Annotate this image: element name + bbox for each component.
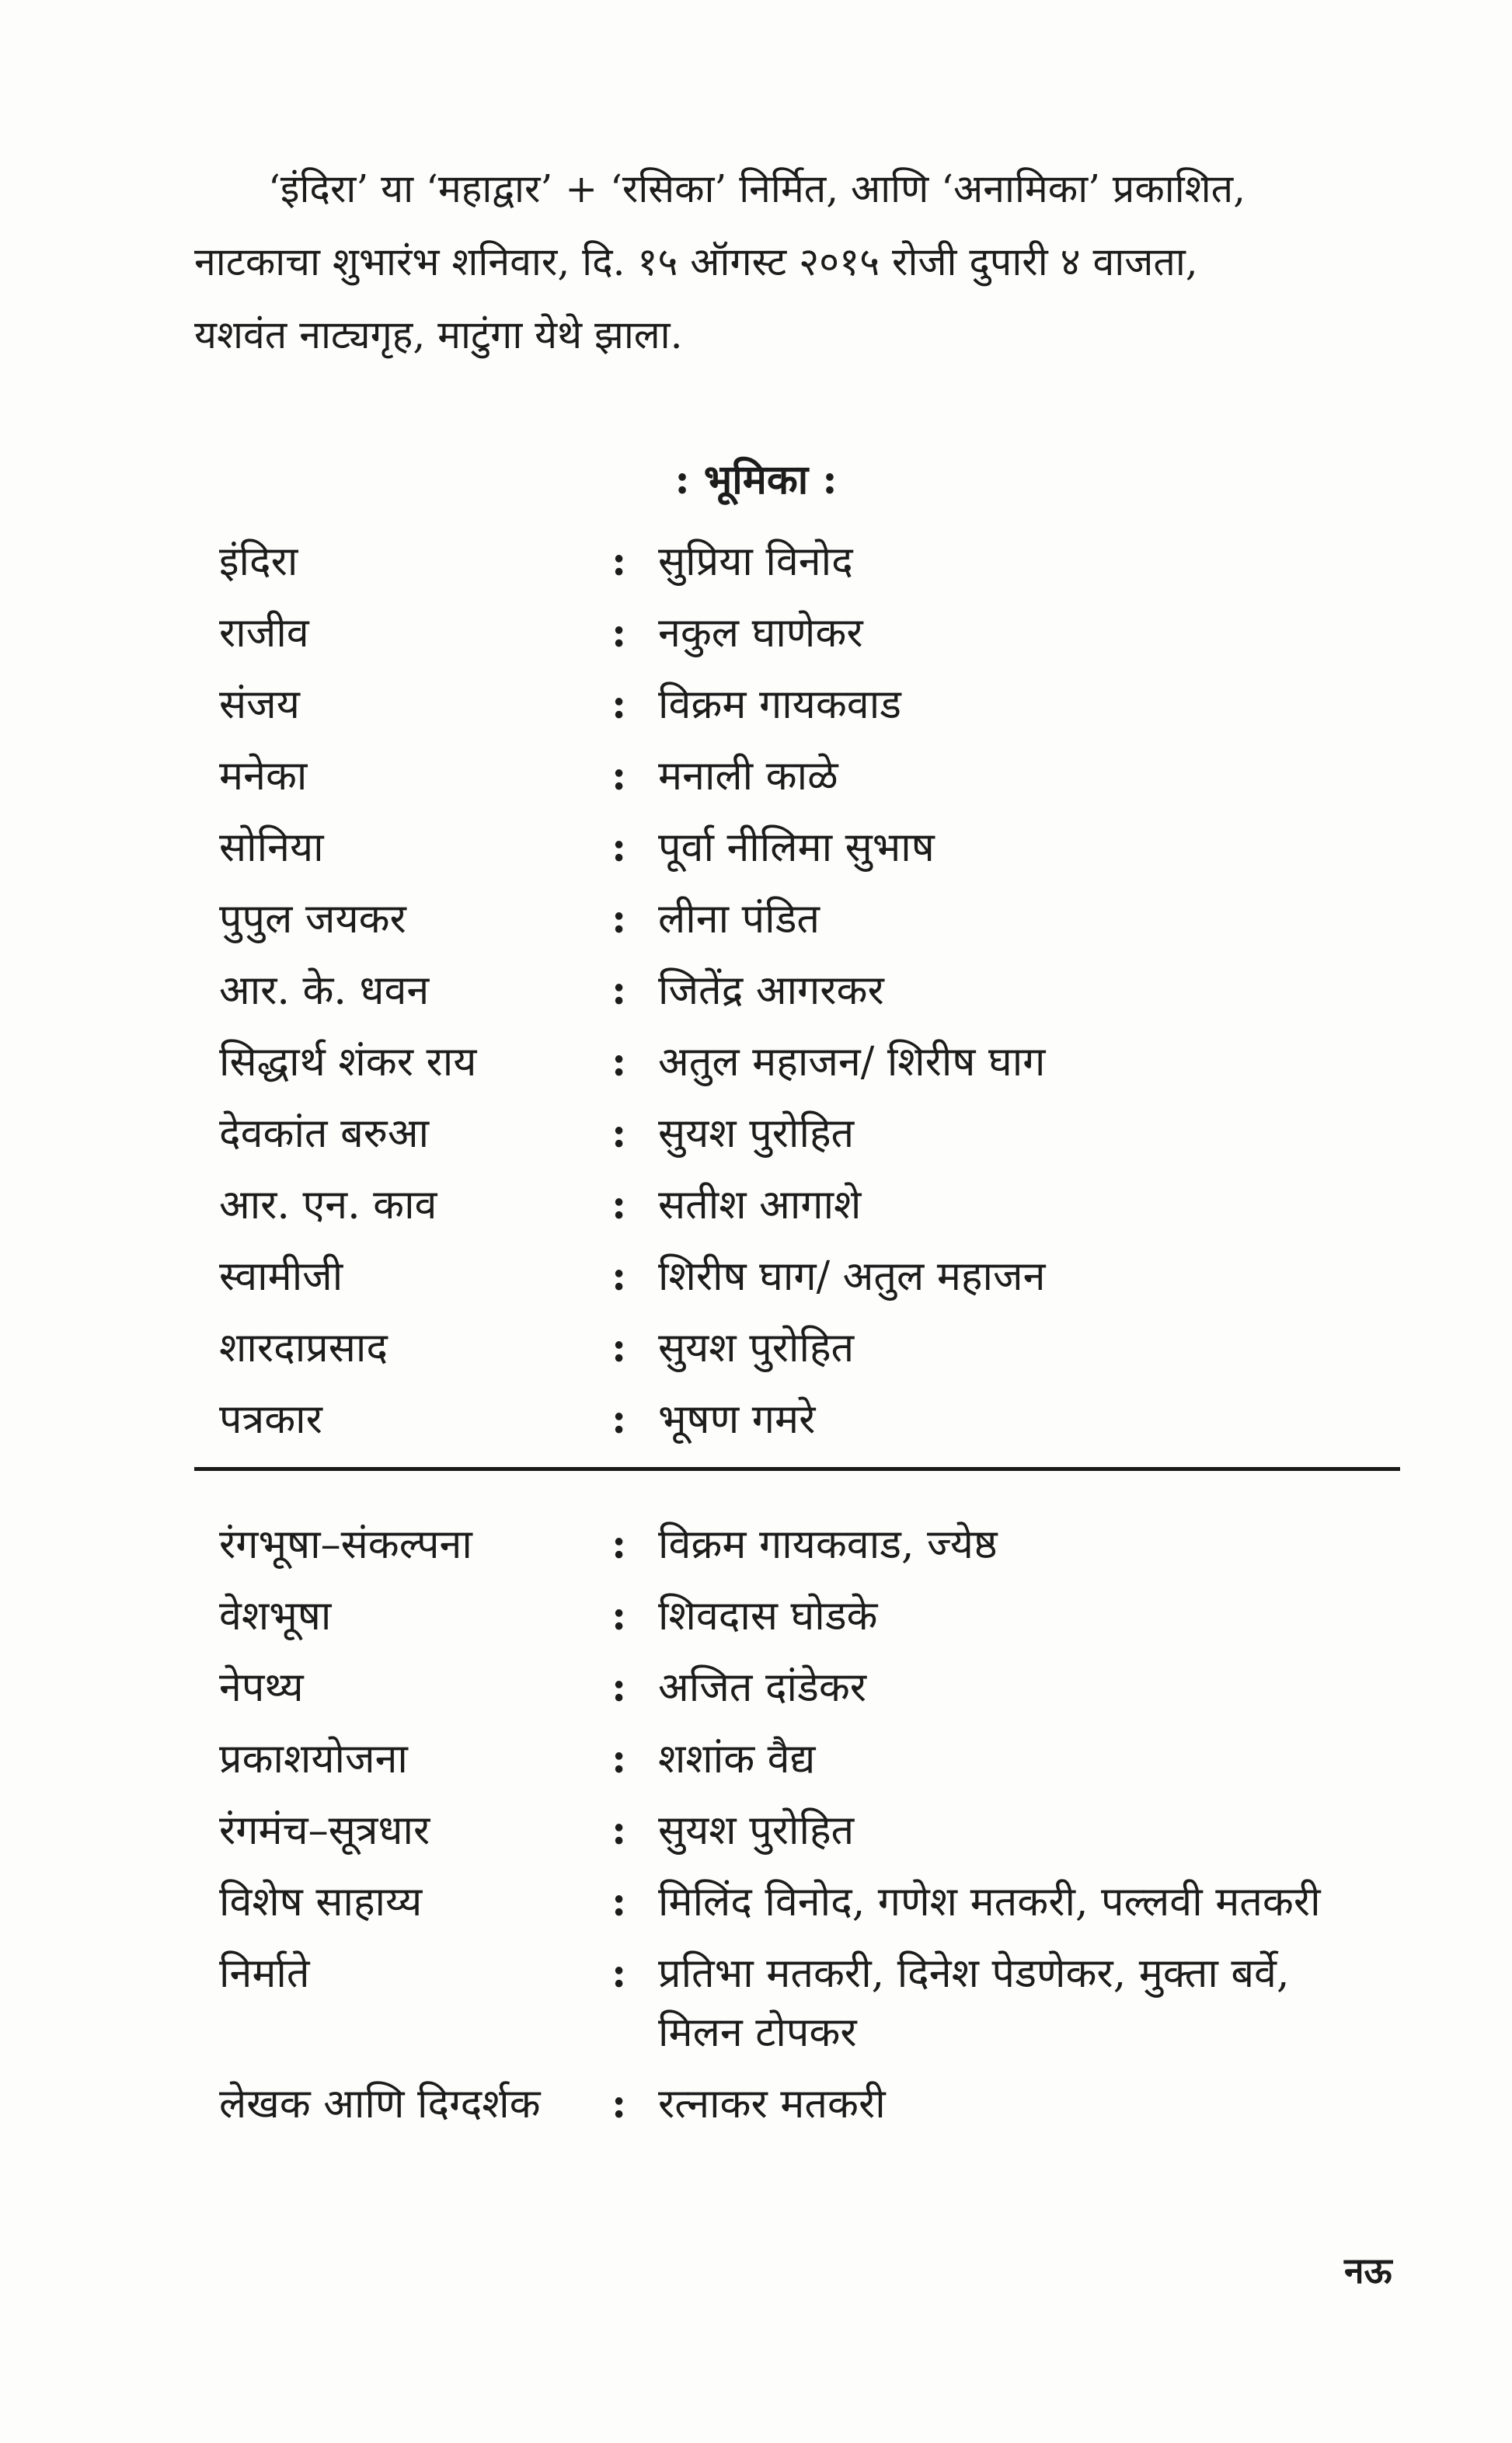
crew-row <box>219 1730 1431 1801</box>
cast-row <box>219 675 1431 747</box>
actor-name: भूषण गमरे <box>658 1396 816 1443</box>
cast-row <box>219 604 1431 675</box>
crew-row <box>219 1801 1431 1873</box>
crew-member: विक्रम गायकवाड, ज्येष्ठ <box>658 1521 998 1568</box>
cast-row <box>219 1390 1431 1462</box>
separator: : <box>611 1664 627 1711</box>
crew-row <box>219 1587 1431 1658</box>
separator: : <box>611 1592 627 1640</box>
crew-row <box>219 1658 1431 1730</box>
crew-member-line-2: मिलन टोपकर <box>658 2009 857 2056</box>
crew-role: वेशभूषा <box>219 1593 332 1640</box>
crew-member <box>658 1944 1431 2062</box>
role-name: आर. के. धवन <box>219 967 430 1014</box>
role-name: आर. एन. काव <box>219 1182 437 1228</box>
crew-row <box>219 1873 1431 1944</box>
separator: : <box>611 1521 627 1568</box>
crew-row <box>219 1515 1431 1587</box>
separator: : <box>611 1038 627 1086</box>
actor-name: सुप्रिया विनोद <box>658 538 853 585</box>
separator: : <box>611 538 627 585</box>
actor-name: लीना पंडित <box>658 896 820 943</box>
separator: : <box>611 1253 627 1300</box>
role-name: सोनिया <box>219 824 324 871</box>
actor-name: सुयश पुरोहित <box>658 1325 855 1371</box>
crew-role: प्रकाशयोजना <box>219 1736 408 1783</box>
separator: : <box>611 1181 627 1228</box>
cast-row <box>219 1319 1431 1390</box>
separator: : <box>611 1878 627 1925</box>
crew-member-line-1: प्रतिभा मतकरी, दिनेश पेडणेकर, मुक्ता बर्वे, <box>658 1950 1290 1997</box>
cast-row <box>219 818 1431 890</box>
role-name: स्वामीजी <box>219 1253 343 1300</box>
crew-role: नेपथ्य <box>219 1664 304 1711</box>
intro-line-2: नाटकाचा शुभारंभ शनिवार, दि. १५ ऑगस्ट २०१५ रोजी दुपारी ४ वाजता, <box>194 239 1198 284</box>
crew-role: रंगभूषा–संकल्पना <box>219 1521 472 1568</box>
crew-row <box>219 2075 1431 2146</box>
role-name: राजीव <box>219 610 309 657</box>
actor-name: जितेंद्र आगरकर <box>658 967 884 1014</box>
role-name: मनेका <box>219 753 308 800</box>
role-name: सिद्धार्थ शंकर राय <box>219 1039 477 1086</box>
separator: : <box>611 824 627 871</box>
role-name: इंदिरा <box>219 538 298 585</box>
separator: : <box>611 1324 627 1371</box>
crew-role: रंगमंच–सूत्रधार <box>219 1807 430 1854</box>
crew-member: शिवदास घोडके <box>658 1593 878 1640</box>
role-name: देवकांत बरुआ <box>219 1110 430 1157</box>
crew-member: शशांक वैद्य <box>658 1736 816 1783</box>
section-divider <box>194 1467 1400 1471</box>
cast-heading: : भूमिका : <box>674 456 838 504</box>
separator: : <box>611 895 627 943</box>
separator: : <box>611 752 627 800</box>
cast-row <box>219 1176 1431 1247</box>
separator: : <box>611 1807 627 1854</box>
actor-name: सुयश पुरोहित <box>658 1110 855 1157</box>
cast-row <box>219 1247 1431 1319</box>
actor-name: अतुल महाजन/ शिरीष घाग <box>658 1039 1046 1086</box>
crew-role: विशेष साहाय्य <box>219 1879 423 1925</box>
crew-member: मिलिंद विनोद, गणेश मतकरी, पल्लवी मतकरी <box>658 1879 1321 1925</box>
separator: : <box>611 967 627 1014</box>
cast-row <box>219 961 1431 1033</box>
separator: : <box>611 681 627 728</box>
separator: : <box>611 1950 627 1997</box>
role-name: पत्रकार <box>219 1396 322 1443</box>
actor-name: मनाली काळे <box>658 753 838 800</box>
actor-name: पूर्वा नीलिमा सुभाष <box>658 824 935 871</box>
intro-line-1: ‘इंदिरा’ या ‘महाद्वार’ + ‘रसिका’ निर्मित, आणि ‘अनामिका’ प्रकाशित, <box>268 166 1246 211</box>
actor-name: विक्रम गायकवाड <box>658 681 901 728</box>
actor-name: शिरीष घाग/ अतुल महाजन <box>658 1253 1046 1300</box>
separator: : <box>611 1396 627 1443</box>
crew-member: सुयश पुरोहित <box>658 1807 855 1854</box>
cast-row <box>219 1104 1431 1176</box>
crew-member: अजित दांडेकर <box>658 1664 867 1711</box>
role-name: संजय <box>219 681 300 728</box>
crew-role: लेखक आणि दिग्दर्शक <box>219 2081 541 2128</box>
crew-member: रत्नाकर मतकरी <box>658 2081 886 2128</box>
actor-name: नकुल घाणेकर <box>658 610 863 657</box>
page-number: नऊ <box>1344 2250 1392 2291</box>
crew-row <box>219 1944 1431 2075</box>
role-name: पुपुल जयकर <box>219 896 406 943</box>
cast-list <box>219 532 1431 1462</box>
cast-row <box>219 890 1431 961</box>
crew-role: निर्माते <box>219 1950 310 1997</box>
separator: : <box>611 1110 627 1157</box>
role-name: शारदाप्रसाद <box>219 1325 388 1371</box>
cast-row <box>219 747 1431 818</box>
separator: : <box>611 1735 627 1783</box>
cast-row <box>219 1033 1431 1104</box>
cast-row <box>219 532 1431 604</box>
intro-line-3: यशवंत नाट्यगृह, माटुंगा येथे झाला. <box>194 312 683 357</box>
crew-list <box>219 1515 1431 2146</box>
separator: : <box>611 609 627 657</box>
separator: : <box>611 2080 627 2128</box>
actor-name: सतीश आगाशे <box>658 1182 862 1228</box>
intro-paragraph <box>194 152 1406 371</box>
